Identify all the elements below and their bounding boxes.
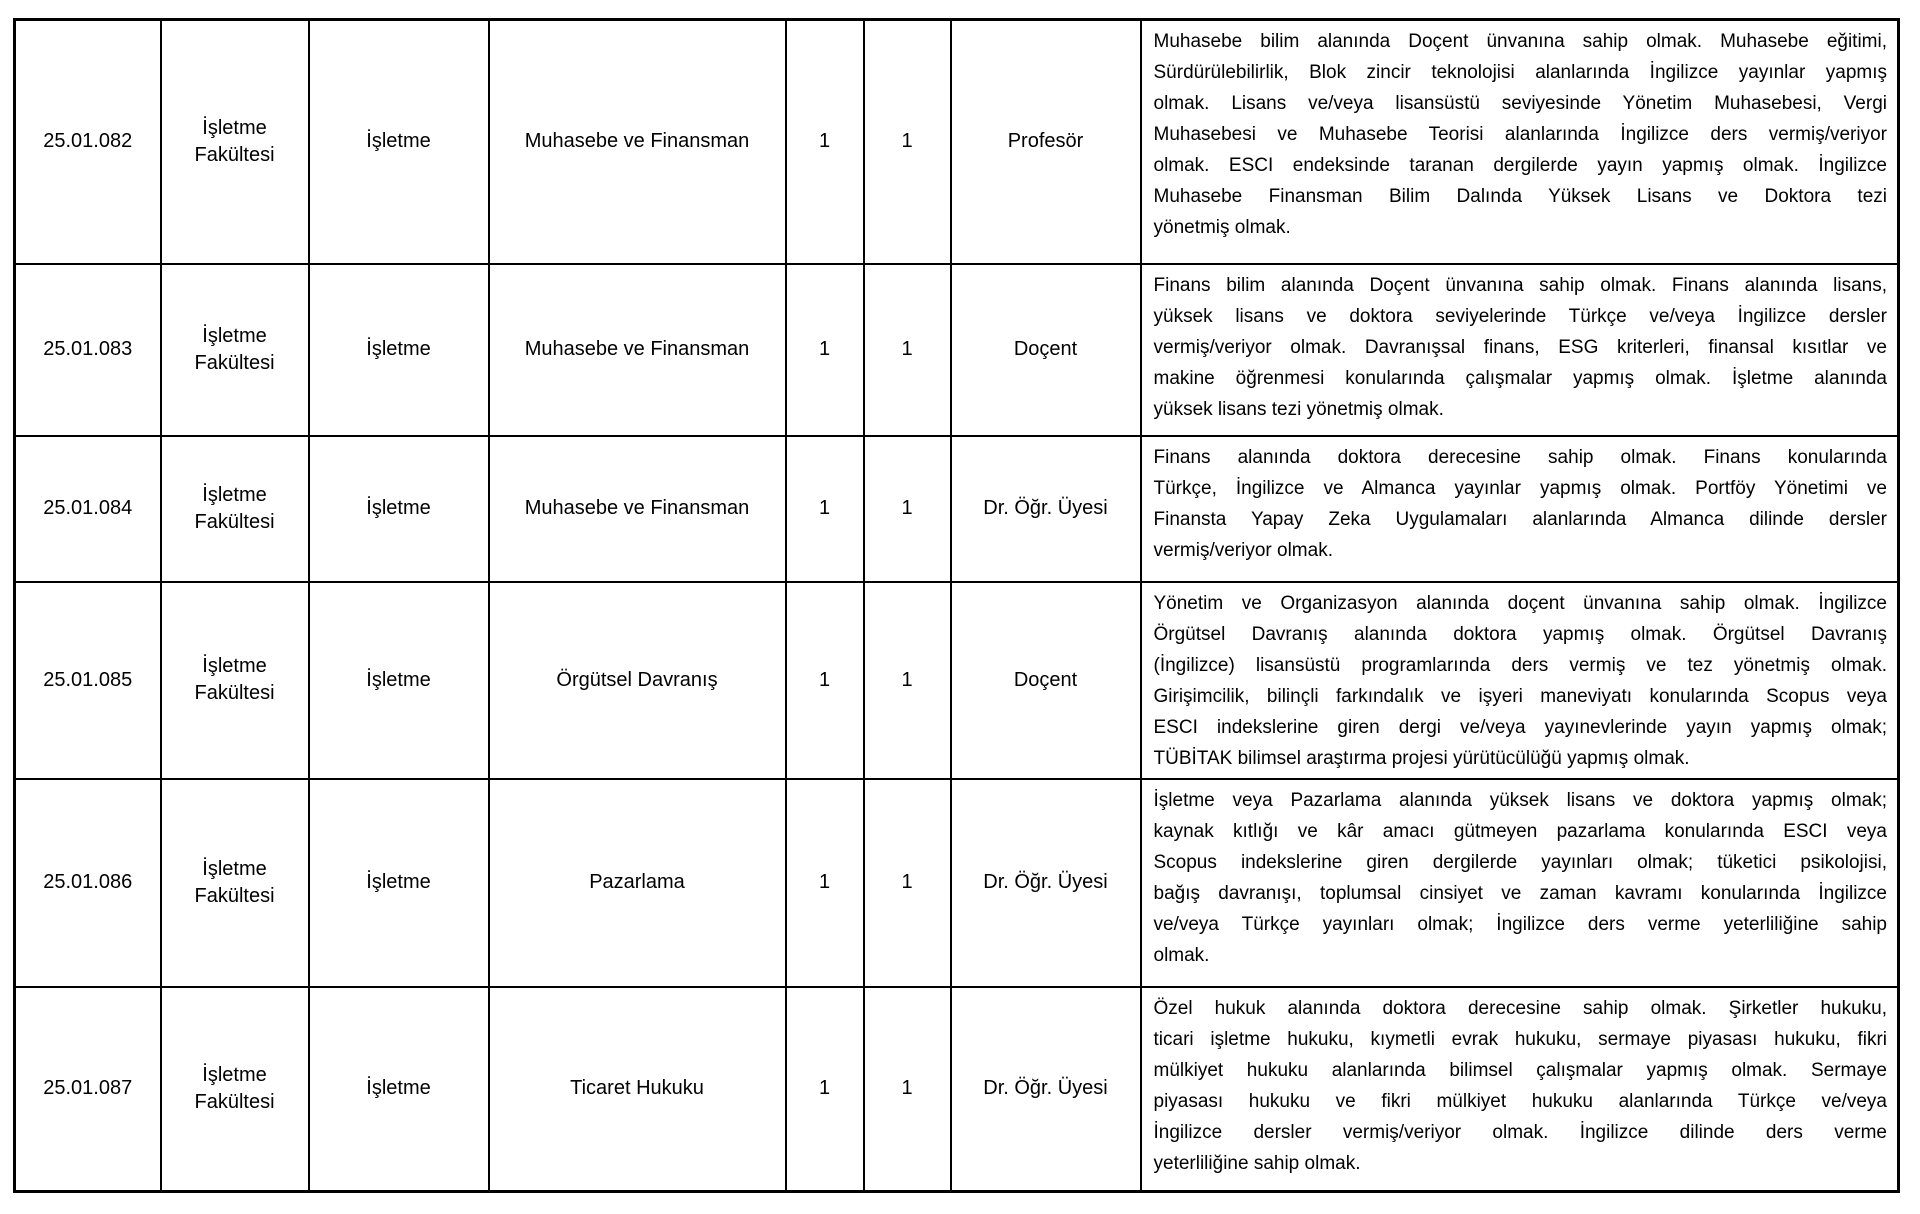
quota-count-cell: 1 xyxy=(786,582,864,779)
table-row xyxy=(15,582,1899,779)
requirements-cell xyxy=(1141,582,1899,779)
position-count-cell: 1 xyxy=(864,436,951,582)
position-count-cell: 1 xyxy=(864,987,951,1192)
description-line: piyasası hukuku ve fikri mülkiyet hukuku alanlarında Türkçe ve/veya xyxy=(1153,1090,1887,1112)
description-line: Scopus indekslerine giren dergilerde yayınları olmak; tüketici psikolojisi, xyxy=(1153,851,1887,873)
description-line: mülkiyet hukuku alanlarında bilimsel çalışmalar yapmış olmak. Sermaye xyxy=(1153,1059,1887,1081)
description-line: İngilizce dersler vermiş/veriyor olmak. İngilizce dilinde ders verme xyxy=(1153,1121,1887,1143)
table-row xyxy=(15,264,1899,436)
description-line: Finansta Yapay Zeka Uygulamaları alanlarında Almanca dilinde dersler xyxy=(1153,508,1887,530)
academic-title-cell: Dr. Öğr. Üyesi xyxy=(951,436,1141,582)
description-line: vermiş/veriyor olmak. Davranışsal finans, ESG kriterleri, finansal kısıtlar ve xyxy=(1153,336,1887,358)
description-line: makine öğrenmesi konularında çalışmalar yapmış olmak. İşletme alanında xyxy=(1153,367,1887,389)
faculty-cell: İşletme Fakültesi xyxy=(161,264,309,436)
faculty-cell: İşletme Fakültesi xyxy=(161,20,309,264)
program-cell: Ticaret Hukuku xyxy=(489,987,786,1192)
position-count-cell: 1 xyxy=(864,264,951,436)
position-count-cell: 1 xyxy=(864,20,951,264)
table-row xyxy=(15,987,1899,1192)
description-line: Muhasebe bilim alanında Doçent ünvanına sahip olmak. Muhasebe eğitimi, xyxy=(1153,31,1887,52)
requirements-cell xyxy=(1141,436,1899,582)
description-line: Finans alanında doktora derecesine sahip olmak. Finans konularında xyxy=(1153,446,1887,468)
description-line: olmak. Lisans ve/veya lisansüstü seviyesinde Yönetim Muhasebesi, Vergi xyxy=(1153,93,1887,114)
job-table-body xyxy=(15,20,1899,1192)
description-line: Sürdürülebilirlik, Blok zincir teknolojisi alanlarında İngilizce yayınlar yapmış xyxy=(1153,62,1887,83)
description-line: ticari işletme hukuku, kıymetli evrak hukuku, sermaye piyasası hukuku, fikri xyxy=(1153,1028,1887,1050)
requirements-cell xyxy=(1141,987,1899,1192)
program-cell: Muhasebe ve Finansman xyxy=(489,264,786,436)
position-code-cell: 25.01.083 xyxy=(15,264,161,436)
position-code-cell: 25.01.087 xyxy=(15,987,161,1192)
faculty-cell: İşletme Fakültesi xyxy=(161,987,309,1192)
program-cell: Pazarlama xyxy=(489,779,786,987)
quota-count-cell: 1 xyxy=(786,987,864,1192)
description-line: Finans bilim alanında Doçent ünvanına sahip olmak. Finans alanında lisans, xyxy=(1153,274,1887,296)
description-line: İşletme veya Pazarlama alanında yüksek lisans ve doktora yapmış olmak; xyxy=(1153,789,1887,811)
academic-title-cell: Doçent xyxy=(951,264,1141,436)
department-cell: İşletme xyxy=(309,779,489,987)
position-code-cell: 25.01.084 xyxy=(15,436,161,582)
description-line: bağış davranışı, toplumsal cinsiyet ve zaman kavramı konularında İngilizce xyxy=(1153,882,1887,904)
description-line: (İngilizce) lisansüstü programlarında ders vermiş ve tez yönetmiş olmak. xyxy=(1153,654,1887,676)
department-cell: İşletme xyxy=(309,264,489,436)
description-line: Muhasebe Finansman Bilim Dalında Yüksek Lisans ve Doktora tezi xyxy=(1153,186,1887,207)
description-line: Özel hukuk alanında doktora derecesine sahip olmak. Şirketler hukuku, xyxy=(1153,997,1887,1019)
description-line: Örgütsel Davranış alanında doktora yapmış olmak. Örgütsel Davranış xyxy=(1153,623,1887,645)
table-row xyxy=(15,436,1899,582)
program-cell: Muhasebe ve Finansman xyxy=(489,436,786,582)
job-postings-table xyxy=(13,18,1900,1193)
table-row xyxy=(15,20,1899,264)
description-line: Girişimcilik, bilinçli farkındalık ve işyeri maneviyatı konularında Scopus veya xyxy=(1153,685,1887,707)
quota-count-cell: 1 xyxy=(786,264,864,436)
academic-title-cell: Dr. Öğr. Üyesi xyxy=(951,987,1141,1192)
description-line: yüksek lisans tezi yönetmiş olmak. xyxy=(1153,398,1444,420)
faculty-cell: İşletme Fakültesi xyxy=(161,779,309,987)
department-cell: İşletme xyxy=(309,987,489,1192)
description-line: yüksek lisans ve doktora seviyelerinde Türkçe ve/veya İngilizce dersler xyxy=(1153,305,1887,327)
description-line: vermiş/veriyor olmak. xyxy=(1153,539,1333,561)
description-line: Türkçe, İngilizce ve Almanca yayınlar yapmış olmak. Portföy Yönetimi ve xyxy=(1153,477,1887,499)
position-count-cell: 1 xyxy=(864,779,951,987)
table-row xyxy=(15,779,1899,987)
position-count-cell: 1 xyxy=(864,582,951,779)
department-cell: İşletme xyxy=(309,20,489,264)
academic-title-cell: Dr. Öğr. Üyesi xyxy=(951,779,1141,987)
department-cell: İşletme xyxy=(309,582,489,779)
description-line: ve/veya Türkçe yayınları olmak; İngilizce ders verme yeterliliğine sahip xyxy=(1153,913,1887,935)
description-line: kaynak kıtlığı ve kâr amacı gütmeyen pazarlama konularında ESCI veya xyxy=(1153,820,1887,842)
description-line: yeterliliğine sahip olmak. xyxy=(1153,1152,1361,1174)
quota-count-cell: 1 xyxy=(786,779,864,987)
faculty-cell: İşletme Fakültesi xyxy=(161,582,309,779)
description-line: Muhasebesi ve Muhasebe Teorisi alanlarında İngilizce ders vermiş/veriyor xyxy=(1153,124,1887,145)
requirements-cell xyxy=(1141,264,1899,436)
position-code-cell: 25.01.085 xyxy=(15,582,161,779)
position-code-cell: 25.01.086 xyxy=(15,779,161,987)
requirements-cell xyxy=(1141,20,1899,264)
quota-count-cell: 1 xyxy=(786,436,864,582)
program-cell: Örgütsel Davranış xyxy=(489,582,786,779)
description-line: TÜBİTAK bilimsel araştırma projesi yürütücülüğü yapmış olmak. xyxy=(1153,747,1690,769)
program-cell: Muhasebe ve Finansman xyxy=(489,20,786,264)
quota-count-cell: 1 xyxy=(786,20,864,264)
requirements-cell xyxy=(1141,779,1899,987)
description-line: yönetmiş olmak. xyxy=(1153,217,1291,238)
academic-title-cell: Profesör xyxy=(951,20,1141,264)
description-line: olmak. xyxy=(1153,944,1210,966)
faculty-cell: İşletme Fakültesi xyxy=(161,436,309,582)
description-line: Yönetim ve Organizasyon alanında doçent ünvanına sahip olmak. İngilizce xyxy=(1153,592,1887,614)
academic-title-cell: Doçent xyxy=(951,582,1141,779)
department-cell: İşletme xyxy=(309,436,489,582)
description-line: ESCI indekslerine giren dergi ve/veya yayınevlerinde yayın yapmış olmak; xyxy=(1153,716,1887,738)
position-code-cell: 25.01.082 xyxy=(15,20,161,264)
description-line: olmak. ESCI endeksinde taranan dergilerde yayın yapmış olmak. İngilizce xyxy=(1153,155,1887,176)
